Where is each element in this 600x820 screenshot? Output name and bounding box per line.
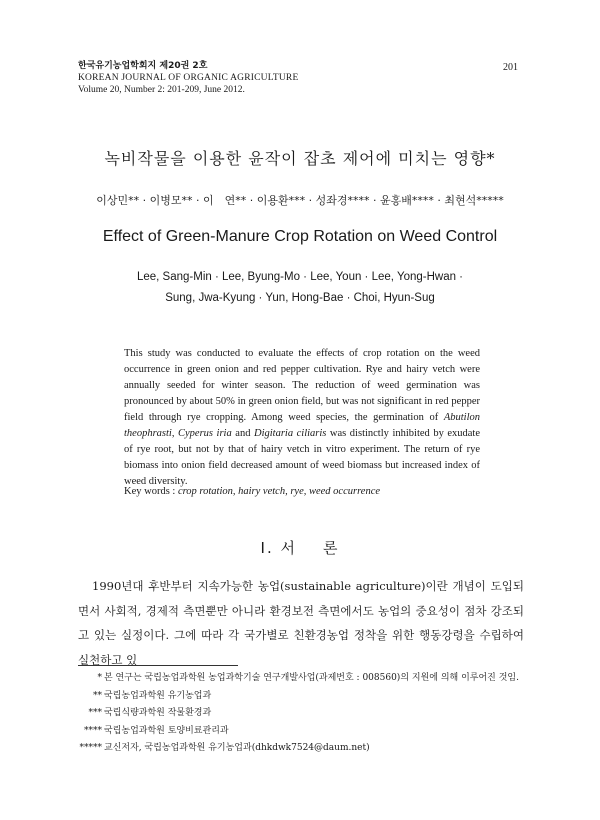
keywords bbox=[124, 486, 380, 497]
footnote bbox=[78, 740, 524, 758]
keywords-terms: crop rotation, hairy vetch, rye, weed occurrence bbox=[177, 486, 381, 497]
footnote-text: 교신저자, 국립농업과학원 유기농업과(dhkdwk7524@daum.net) bbox=[104, 743, 370, 753]
abstract-separator-1: , bbox=[171, 428, 179, 439]
footnote-mark: **** bbox=[84, 725, 102, 736]
authors-english bbox=[0, 267, 600, 309]
journal-name-english: KOREAN JOURNAL OF ORGANIC AGRICULTURE bbox=[78, 73, 299, 83]
title-english: Effect of Green-Manure Crop Rotation on Weed Control bbox=[102, 228, 498, 245]
footnotes bbox=[78, 670, 524, 758]
abstract-text-1: This study was conducted to evaluate the effects of crop rotation on the weed occurrence in green onion and red pepper cultivation. Rye and hairy vetch were annually seeded for winter season. The reduction of weed germination was pronounced by about 50% in green onion field, but was not significant in red pepper field through rye cropping. Among weed species, the germination of bbox=[124, 348, 480, 423]
footnote-mark: *** bbox=[88, 708, 102, 718]
body-paragraph-text: 1990년대 후반부터 지속가능한 농업(sustainable agriculture)이란 개념이 도입되면서 사회적, 경제적 측면뿐만 아니라 환경보전 측면에서도 농업의 중요성이 점차 강조되고 있는 실정이다. 그에 따라 각 국가별로 친환경농업 정착을 위한 행동강령을 수립하여 실천하고 있 bbox=[78, 579, 524, 667]
journal-header bbox=[78, 60, 298, 96]
footnote-text: 국립식량과학원 작물환경과 bbox=[104, 708, 212, 718]
footnote-mark: ***** bbox=[79, 743, 102, 753]
footnote bbox=[78, 670, 524, 688]
abstract-text-2: was distinctly inhibited by exudate of rye root, but not by that of hairy vetch in vitro experiment. The return of rye biomass into onion field decreased amount of weed biomass but increased index of weed diversity. bbox=[124, 428, 481, 487]
authors-english-line-2: Sung, Jwa-Kyung · Yun, Hong-Bae · Choi, Hyun-Sug bbox=[165, 292, 435, 304]
species-cyperus: Cyperus iria bbox=[178, 428, 232, 439]
species-digitaria: Digitaria ciliaris bbox=[254, 428, 327, 439]
title-korean: 녹비작물을 이용한 윤작이 잡초 제어에 미치는 영향* bbox=[104, 149, 496, 168]
authors-english-line-1: Lee, Sang-Min · Lee, Byung-Mo · Lee, Youn · Lee, Yong-Hwan · bbox=[136, 271, 464, 283]
abstract-separator-2: and bbox=[231, 428, 254, 439]
footnote-mark: ** bbox=[93, 690, 102, 701]
footnote-text: 국립농업과학원 토양비료관리과 bbox=[104, 725, 229, 736]
authors-korean: 이상민** · 이병모** · 이 연** · 이용환*** · 성좌경**** · 윤홍배**** · 최현석***** bbox=[96, 194, 504, 207]
footnote-mark: * bbox=[97, 673, 102, 683]
footnote-text: 국립농업과학원 유기농업과 bbox=[104, 690, 212, 701]
footnote-text: 본 연구는 국립농업과학원 농업과학기술 연구개발사업(과제번호 : 008560)의 지원에 의해 이루어진 것임. bbox=[104, 673, 519, 683]
journal-name-korean: 한국유기농업학회지 제20권 2호 bbox=[78, 61, 208, 71]
section-heading-rest: 론 bbox=[322, 539, 340, 557]
volume-info: Volume 20, Number 2: 201-209, June 2012. bbox=[78, 85, 245, 95]
footnote bbox=[78, 688, 524, 706]
keywords-label: Key words : bbox=[124, 486, 178, 497]
species-abutilon: Abutilon theophrasti bbox=[124, 412, 480, 439]
footnote-divider bbox=[78, 665, 238, 666]
footnote bbox=[78, 705, 524, 723]
body-paragraph bbox=[78, 574, 524, 672]
footnote bbox=[78, 723, 524, 741]
abstract bbox=[124, 346, 480, 490]
section-heading-numeral: Ⅰ. 서 bbox=[260, 539, 297, 557]
page-number: 201 bbox=[503, 62, 518, 73]
section-heading bbox=[0, 537, 600, 558]
